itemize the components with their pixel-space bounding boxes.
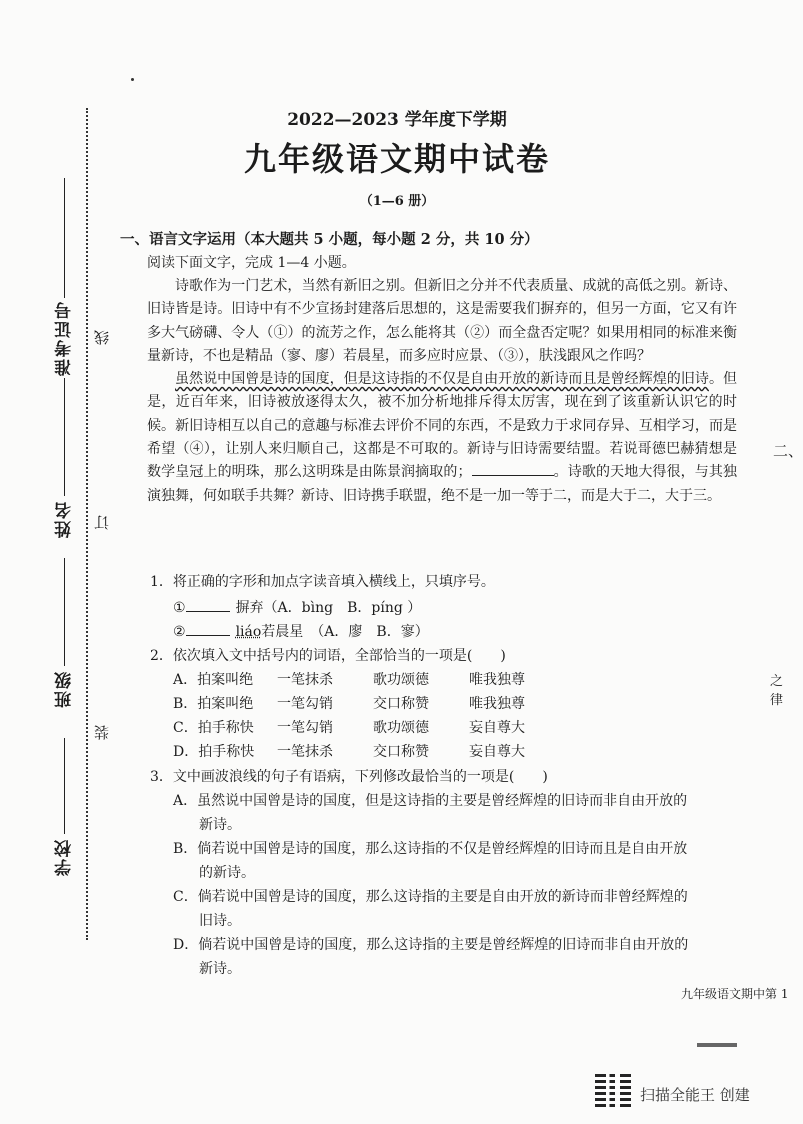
answer-blank (186, 621, 230, 636)
question-2-option-d (173, 741, 525, 761)
option-cell: 妄自尊大 (469, 744, 525, 760)
sub-1-marker: ① (173, 600, 186, 616)
passage-paragraph-2 (147, 368, 737, 508)
wavy-underlined-sentence: 虽然说中国曾是诗的国度，但是这诗指的不仅是自由开放的新诗而且是曾经辉煌的旧诗 (175, 371, 709, 388)
question-2-option-c (173, 717, 525, 737)
question-1-stem: 1．将正确的字形和加点字读音填入横线上，只填序号。 (150, 574, 495, 590)
option-cell: C．拍手称快 (173, 720, 254, 736)
option-cell: 一笔抹杀 (277, 672, 333, 688)
passage-paragraph-2-end: 。诗歌的天地大得很，与其独演独舞，何如联手共舞？新诗、旧诗携手联盟，绝不是一加一等于二，而是大于二，大于三。 (147, 464, 738, 504)
option-cell: B．拍案叫绝 (173, 696, 254, 712)
footer-mark (697, 1043, 737, 1047)
option-line: 新诗。 (199, 817, 241, 833)
question-3-option-a (173, 789, 733, 837)
option-cell: 一笔抹杀 (277, 744, 333, 760)
class-label: 班级 (55, 670, 75, 708)
answer-blank (186, 597, 230, 612)
name-line (64, 378, 65, 496)
scanner-watermark: 扫描全能王 创建 (640, 1086, 750, 1104)
pinyin-dotted: liáo (235, 624, 262, 640)
name-label: 姓名 (55, 500, 75, 538)
binding-line-mark: 线 (93, 330, 111, 345)
qr-code-icon (595, 1074, 631, 1110)
option-line: 新诗。 (199, 961, 241, 977)
question-2-option-a (173, 669, 525, 689)
sub-2-text: 若晨星 （A．廖 B．寥） (261, 624, 429, 640)
question-2-option-b (173, 693, 525, 713)
option-line: B．倘若说中国曾是诗的国度，那么这诗指的不仅是曾经辉煌的旧诗而且是自由开放 (173, 841, 688, 857)
question-3-option-d (173, 933, 733, 981)
option-cell: 一笔勾销 (277, 696, 333, 712)
section-heading: 一、语言文字运用（本大题共 5 小题，每小题 2 分，共 10 分） (120, 231, 539, 248)
question-1-sub-2 (173, 621, 429, 641)
question-3-option-b (173, 837, 733, 885)
option-line: 旧诗。 (199, 913, 241, 929)
option-cell: 一笔勾销 (277, 720, 333, 736)
binding-dotted-line (86, 108, 88, 940)
next-page-fragment-2: 之律 (770, 674, 784, 708)
next-page-fragment-1: 二、 (773, 442, 803, 460)
reading-passage (147, 275, 737, 508)
sub-2-marker: ② (173, 624, 186, 640)
exam-year: 2022—2023 学年度下学期 (287, 110, 507, 130)
exam-scope: （1—6 册） (359, 194, 435, 209)
passage-blank (472, 461, 554, 476)
sub-1-text: 摒弃（A．bìng B．píng ） (235, 600, 422, 616)
question-1-sub-1 (173, 597, 421, 617)
school-label: 学校 (55, 838, 75, 876)
option-line: A．虽然说中国曾是诗的国度，但是这诗指的主要是曾经辉煌的旧诗而非自由开放的 (173, 793, 688, 809)
candidate-number-label: 准考证号 (55, 300, 75, 376)
option-cell: 妄自尊大 (469, 720, 525, 736)
question-3-stem: 3．文中画波浪线的句子有语病，下列修改最恰当的一项是( ) (150, 769, 548, 785)
class-line (64, 558, 65, 666)
option-cell: 歌功颂德 (373, 672, 429, 688)
option-cell: 交口称赞 (373, 696, 429, 712)
option-cell: 交口称赞 (373, 744, 429, 760)
reading-intro: 阅读下面文字，完成 1—4 小题。 (147, 255, 356, 271)
question-2-stem: 2．依次填入文中括号内的词语，全部恰当的一项是( ) (150, 648, 506, 664)
school-line (64, 738, 65, 834)
option-cell: D．拍手称快 (173, 744, 255, 760)
option-cell: A．拍案叫绝 (173, 672, 254, 688)
option-cell: 唯我独尊 (469, 696, 525, 712)
binding-bind-mark: 装 (93, 725, 111, 740)
option-line: D．倘若说中国曾是诗的国度，那么这诗指的主要是曾经辉煌的旧诗而非自由开放的 (173, 937, 689, 953)
option-line: 的新诗。 (199, 865, 255, 881)
option-cell: 歌功颂德 (373, 720, 429, 736)
page-footer: 九年级语文期中第 1 (681, 987, 789, 1001)
question-3-option-c (173, 885, 733, 933)
passage-paragraph-1: 诗歌作为一门艺术，当然有新旧之别。但新旧之分并不代表质量、成就的高低之别。新诗、旧诗皆是诗。旧诗中有不少宣扬封建落后思想的，这是需要我们摒弃的，但另一方面，它又有许多大气磅礴、令人（①）的流芳之作，怎么能将其（②）而全盘否定呢？如果用相同的标准来衡量新诗，不也是精品（寥、廖）若晨星，而多应时应景、（③），肤浅跟风之作吗？ (147, 278, 737, 364)
binding-order-mark: 订 (93, 515, 111, 530)
scan-dot (131, 78, 134, 81)
exam-title: 九年级语文期中试卷 (243, 140, 550, 178)
option-line: C．倘若说中国曾是诗的国度，那么这诗指的主要是自由开放的新诗而非曾经辉煌的 (173, 889, 688, 905)
option-cell: 唯我独尊 (469, 672, 525, 688)
passage-paragraph-2-body: 。但是，近百年来，旧诗被放逐得太久，被不加分析地排斥得太厉害，现在到了该重新认识它的时候。新旧诗相互以自己的意趣与标准去评价不同的东西，不是致力于求同存异、互相学习，而是希望（④），让别人来归顺自己，这都是不可取的。新诗与旧诗需要结盟。若说哥德巴赫猜想是数学皇冠上的明珠，那么这明珠是由陈景润摘取的； (147, 371, 738, 481)
